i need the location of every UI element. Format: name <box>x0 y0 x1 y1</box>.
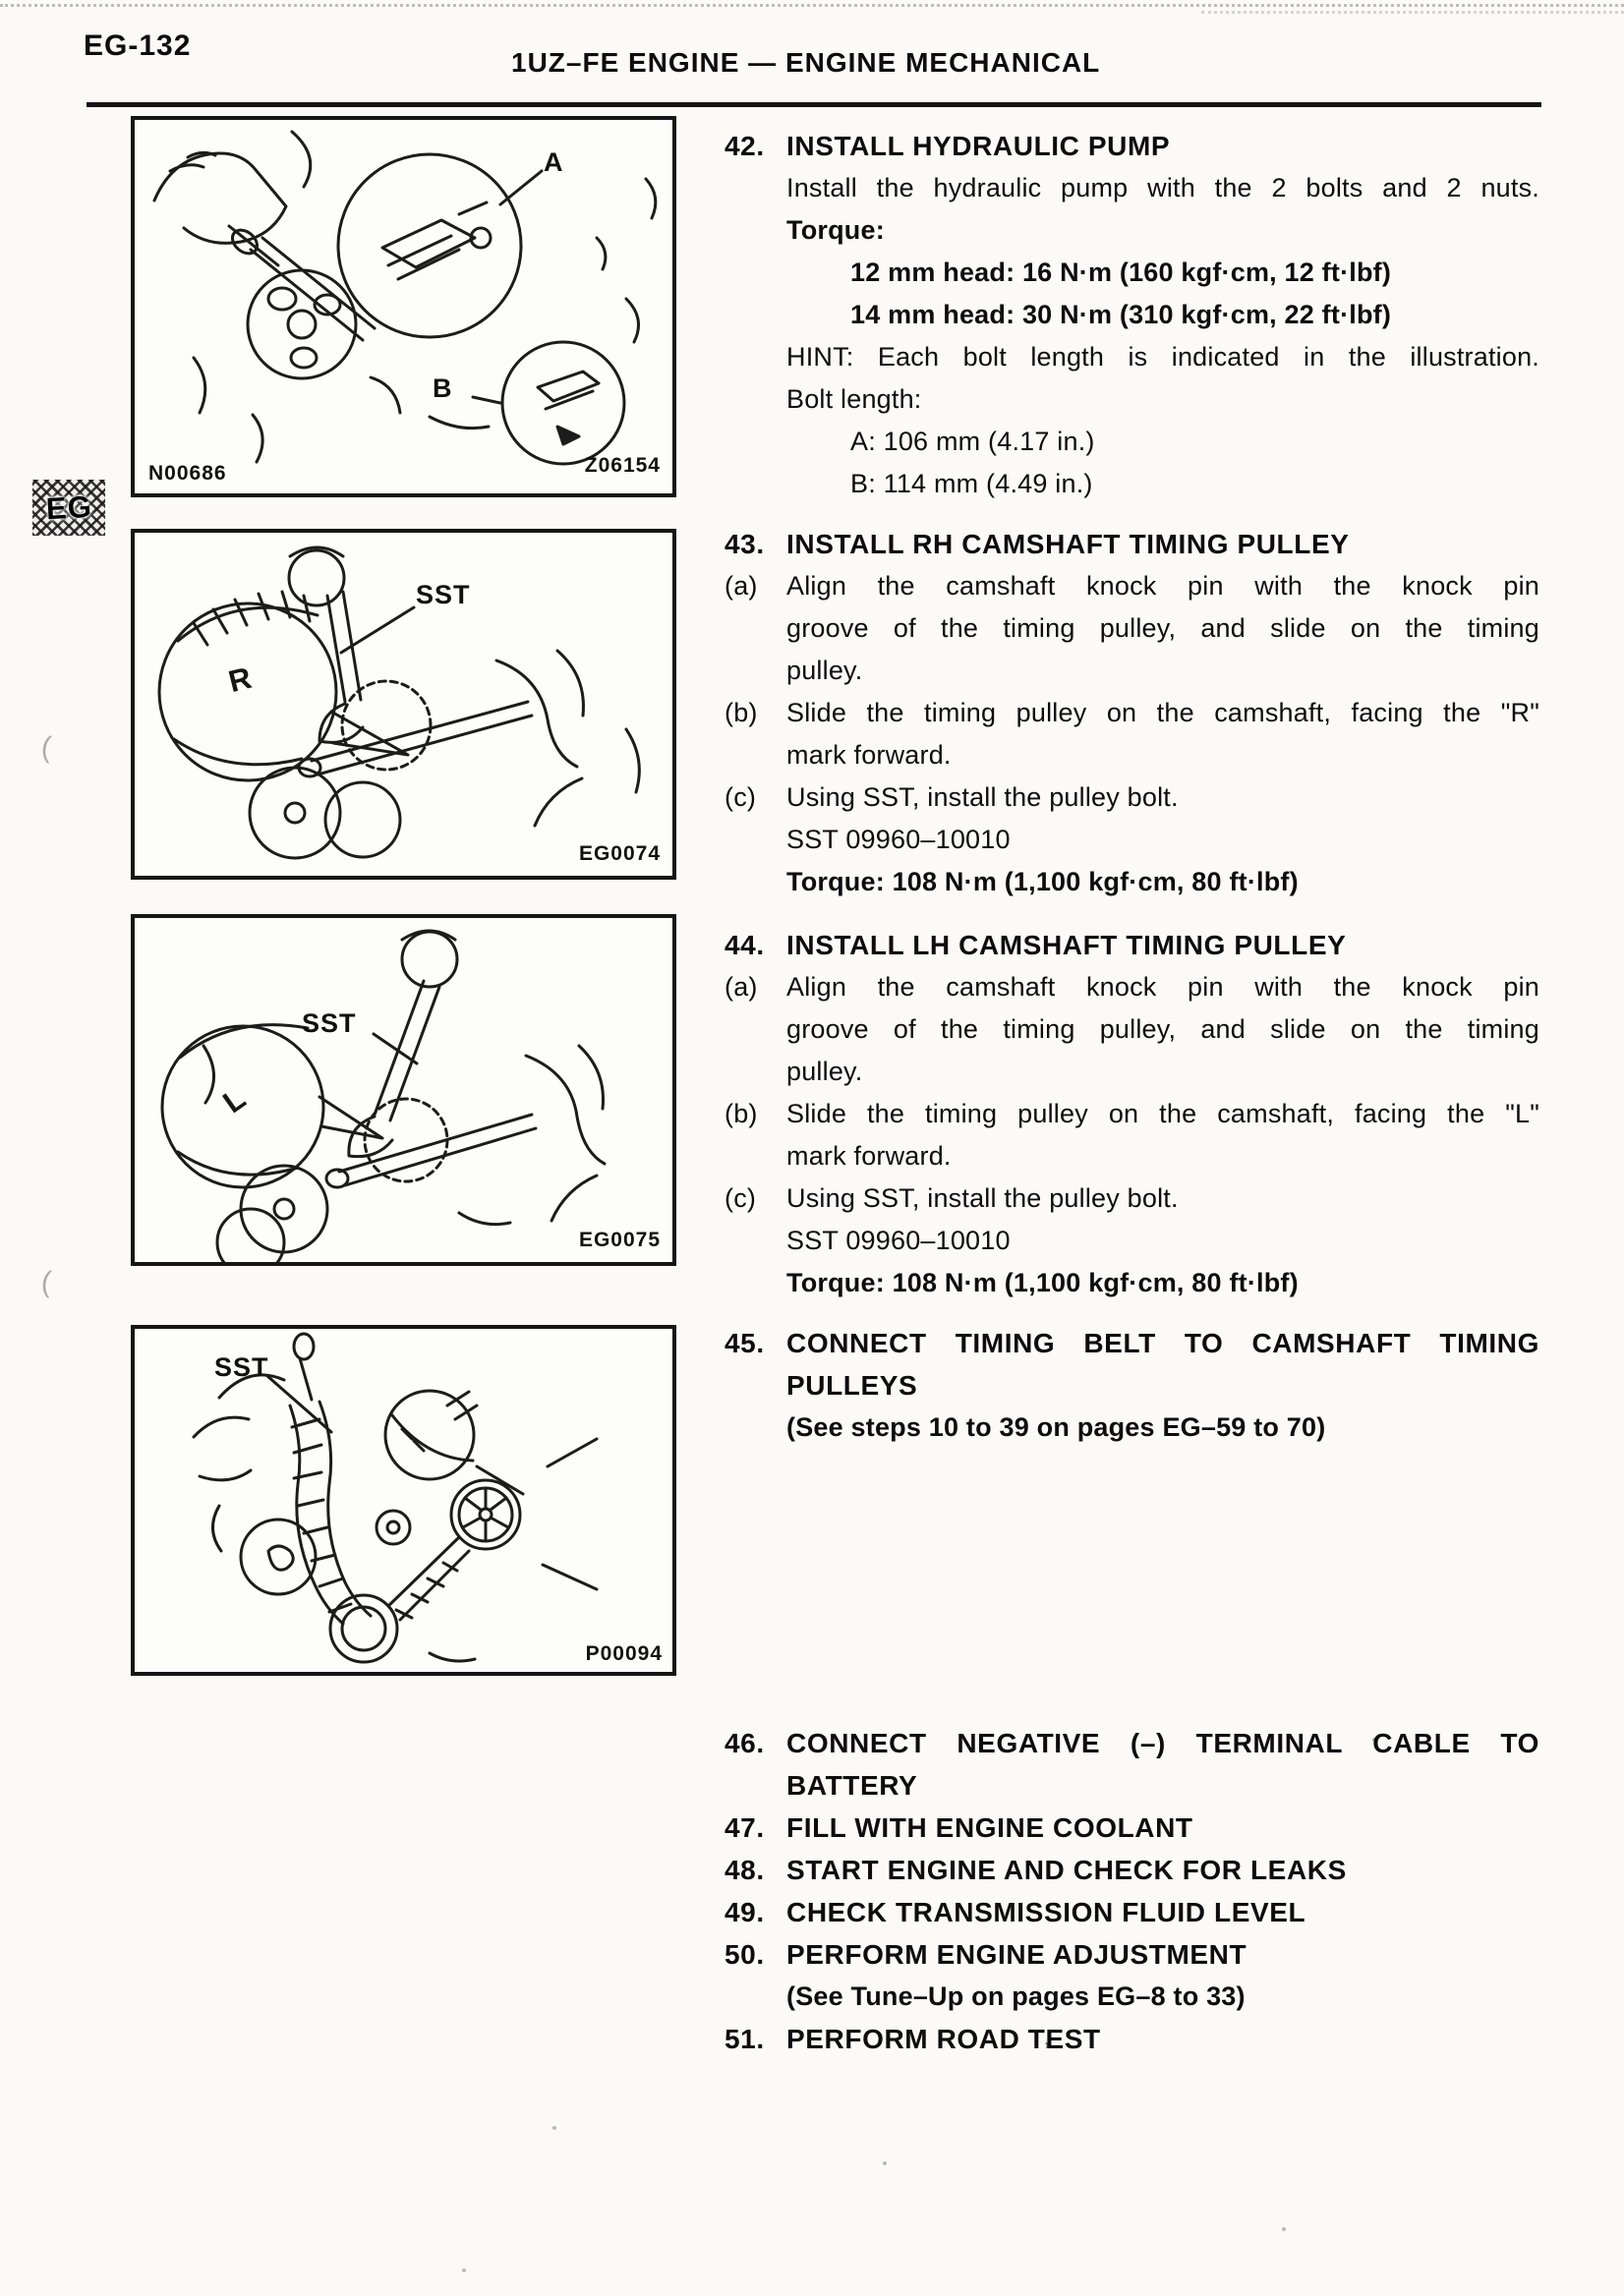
substep-a-label: (a) <box>725 571 758 601</box>
figure-lh-camshaft-pulley <box>131 914 676 1266</box>
step-51-number: 51. <box>725 2024 765 2054</box>
substep-a-label: (a) <box>725 972 758 1002</box>
torque-label: Torque: <box>786 215 885 245</box>
substep-a-text: pulley. <box>786 656 863 685</box>
sst-number: SST 09960–10010 <box>786 825 1011 854</box>
substep-a-text: Align the camshaft knock pin with the knock pin <box>786 571 1539 601</box>
torque-spec: 14 mm head: 30 N·m (310 kgf·cm, 22 ft·lbf) <box>850 300 1392 329</box>
figure-code: P00094 <box>585 1642 663 1665</box>
step-48-title: START ENGINE AND CHECK FOR LEAKS <box>786 1855 1347 1885</box>
step-42-number: 42. <box>725 131 765 161</box>
torque-spec: Torque: 108 N·m (1,100 kgf·cm, 80 ft·lbf) <box>786 867 1299 896</box>
pulley-mark: L <box>216 1080 252 1120</box>
sst-number: SST 09960–10010 <box>786 1226 1011 1255</box>
substep-a-text: groove of the timing pulley, and slide on the timing <box>786 613 1539 643</box>
section-tab-label: EG <box>44 488 93 526</box>
step-45-title: PULLEYS <box>786 1370 918 1401</box>
step-46-number: 46. <box>725 1728 765 1758</box>
pulley-mark: R <box>224 660 256 700</box>
scan-artifact <box>39 1266 52 1300</box>
substep-b-label: (b) <box>725 1099 758 1128</box>
substep-a-text: pulley. <box>786 1057 863 1086</box>
bolt-length-a: A: 106 mm (4.17 in.) <box>850 427 1095 456</box>
step-44-number: 44. <box>725 930 765 960</box>
lh-pulley-illustration <box>135 918 672 1262</box>
scan-artifact <box>0 4 1624 7</box>
step-42-title: INSTALL HYDRAULIC PUMP <box>786 131 1171 161</box>
step-49-number: 49. <box>725 1897 765 1927</box>
step-45-title: CONNECT TIMING BELT TO CAMSHAFT TIMING <box>786 1328 1539 1358</box>
substep-b-text: mark forward. <box>786 1141 952 1171</box>
step-42-text: Install the hydraulic pump with the 2 bolts and 2 nuts. <box>786 173 1539 202</box>
see-reference: (See Tune–Up on pages EG–8 to 33) <box>786 1981 1246 2011</box>
bolt-length-label: Bolt length: <box>786 384 922 414</box>
substep-b-text: Slide the timing pulley on the camshaft, facing the "R" <box>786 698 1539 727</box>
page-number: EG-132 <box>84 29 192 62</box>
figure-timing-belt <box>131 1325 676 1676</box>
header-rule <box>87 102 1541 107</box>
figure-label-b: B <box>433 373 453 403</box>
step-44-title: INSTALL LH CAMSHAFT TIMING PULLEY <box>786 930 1347 960</box>
substep-a-text: Align the camshaft knock pin with the knock pin <box>786 972 1539 1002</box>
torque-spec: 12 mm head: 16 N·m (160 kgf·cm, 12 ft·lbf) <box>850 258 1392 287</box>
substep-c-label: (c) <box>725 1183 757 1213</box>
hint-text: HINT: Each bolt length is indicated in the illustration. <box>786 342 1539 372</box>
page-title: 1UZ–FE ENGINE — ENGINE MECHANICAL <box>511 47 1101 78</box>
see-reference: (See steps 10 to 39 on pages EG–59 to 70) <box>786 1412 1326 1442</box>
figure-code: EG0074 <box>578 842 661 865</box>
step-43-title: INSTALL RH CAMSHAFT TIMING PULLEY <box>786 529 1350 559</box>
figure-label-a: A <box>544 147 564 177</box>
step-46-title: CONNECT NEGATIVE (–) TERMINAL CABLE TO <box>786 1728 1539 1758</box>
hydraulic-pump-illustration <box>135 120 672 493</box>
figure-code: Z06154 <box>584 454 661 477</box>
torque-spec: Torque: 108 N·m (1,100 kgf·cm, 80 ft·lbf) <box>786 1268 1299 1297</box>
step-47-number: 47. <box>725 1812 765 1843</box>
bolt-length-b: B: 114 mm (4.49 in.) <box>850 469 1093 498</box>
figure-label-sst: SST <box>416 580 471 609</box>
step-43-number: 43. <box>725 529 765 559</box>
step-46-title: BATTERY <box>786 1770 918 1801</box>
rh-pulley-illustration <box>135 533 672 876</box>
step-49-title: CHECK TRANSMISSION FLUID LEVEL <box>786 1897 1306 1927</box>
substep-c-text: Using SST, install the pulley bolt. <box>786 1183 1179 1213</box>
figure-code: EG0075 <box>578 1229 661 1251</box>
step-45-number: 45. <box>725 1328 765 1358</box>
section-tab <box>32 480 105 536</box>
substep-a-text: groove of the timing pulley, and slide on the timing <box>786 1014 1539 1044</box>
substep-b-text: mark forward. <box>786 740 952 770</box>
substep-b-text: Slide the timing pulley on the camshaft, facing the "L" <box>786 1099 1539 1128</box>
step-50-number: 50. <box>725 1939 765 1970</box>
substep-c-label: (c) <box>725 782 757 812</box>
figure-rh-camshaft-pulley <box>131 529 676 880</box>
step-47-title: FILL WITH ENGINE COOLANT <box>786 1812 1193 1843</box>
scan-artifact <box>39 731 52 766</box>
figure-code: N00686 <box>148 462 227 485</box>
figure-hydraulic-pump <box>131 116 676 497</box>
scan-artifact <box>1201 11 1624 14</box>
substep-c-text: Using SST, install the pulley bolt. <box>786 782 1179 812</box>
step-48-number: 48. <box>725 1855 765 1885</box>
substep-b-label: (b) <box>725 698 758 727</box>
figure-label-sst: SST <box>302 1008 357 1038</box>
figure-label-sst: SST <box>214 1352 269 1382</box>
step-50-title: PERFORM ENGINE ADJUSTMENT <box>786 1939 1247 1970</box>
step-51-title: PERFORM ROAD TEST <box>786 2024 1101 2054</box>
